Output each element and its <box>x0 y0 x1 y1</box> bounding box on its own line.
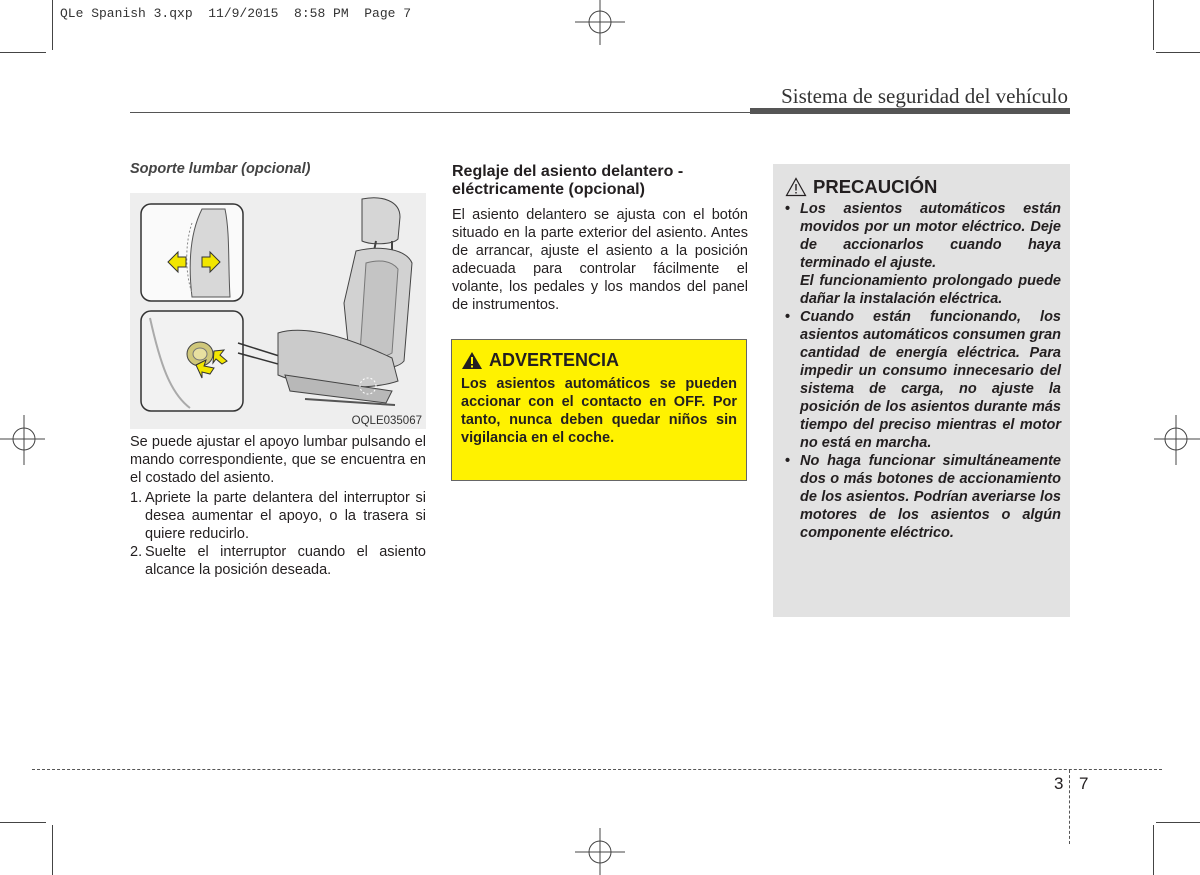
warning-title: ADVERTENCIA <box>489 350 620 370</box>
page-section: 3 <box>1054 774 1064 793</box>
lumbar-paragraph: Se puede ajustar el apoyo lumbar pulsando el mando correspondiente, que se encuentra en el costado del asiento. <box>130 434 426 486</box>
registration-mark-right <box>1154 415 1200 465</box>
lumbar-steps <box>130 489 426 579</box>
lumbar-heading: Soporte lumbar (opcional) <box>130 161 311 177</box>
step-text: Suelte el interruptor cuando el asiento alcance la posición deseada. <box>145 544 426 578</box>
list-item <box>785 200 1061 308</box>
warning-text: Los asientos automáticos se pueden accionar con el contacto en OFF. Por tanto, nunca deben quedar niños sin vigilancia en el coche. <box>461 376 737 446</box>
caution-text: No haga funcionar simultáneamente dos o más botones de accionamiento de los asientos. Podrían averiarse los motores de los asientos o algún componente eléctrico. <box>800 453 1061 541</box>
caution-list <box>785 200 1061 542</box>
list-item <box>130 543 426 579</box>
bullet: • <box>785 309 791 325</box>
header-rule-bold <box>750 108 1070 114</box>
electric-heading: Reglaje del asiento delantero - eléctricamente (opcional) <box>452 163 684 198</box>
list-item <box>130 489 426 543</box>
bullet: • <box>785 201 791 217</box>
caution-text: El funcionamiento prolongado puede dañar la instalación eléctrica. <box>800 273 1061 307</box>
warning-triangle-icon <box>461 351 483 370</box>
caution-triangle-icon <box>785 177 807 197</box>
warning-box <box>451 339 747 481</box>
electric-paragraph: El asiento delantero se ajusta con el botón situado en la parte exterior del asiento. Antes de arrancar, ajuste el asiento a la posición adecuada para controlar fácilmente el volante, los pedales y los mandos del panel de instrumentos. <box>452 207 748 313</box>
bullet: • <box>785 453 791 469</box>
figure-code: OQLE035067 <box>351 415 422 427</box>
warning-title-row <box>461 350 737 371</box>
section-title: Sistema de seguridad del vehículo <box>781 84 1068 108</box>
footer-rule <box>32 769 1162 770</box>
step-text: Apriete la parte delantera del interruptor si desea aumentar el apoyo, o la trasera si quiere reducirlo. <box>145 490 426 542</box>
caution-title: PRECAUCIÓN <box>813 176 938 197</box>
step-number: 2. <box>130 544 143 560</box>
list-item <box>785 452 1061 542</box>
page-number: 7 <box>1079 774 1089 793</box>
registration-mark-left <box>0 415 45 465</box>
caution-text: Cuando están funcionando, los asientos automáticos consumen gran cantidad de energía eléctrica. Para impedir un consumo innecesario del sistema de carga, no ajuste la posición de los asientos durante más tiempo del preciso mientras el motor no está en marcha. <box>800 309 1061 451</box>
seat-illustration <box>130 193 426 429</box>
caution-title-row <box>785 176 1061 198</box>
registration-mark-bottom <box>575 828 625 875</box>
print-slug: QLe Spanish 3.qxp 11/9/2015 8:58 PM Page 7 <box>60 6 412 21</box>
step-number: 1. <box>130 490 143 506</box>
caution-box <box>773 164 1070 617</box>
registration-mark-top <box>575 0 625 50</box>
page-divider <box>1069 770 1070 844</box>
header-rule <box>130 112 750 113</box>
caution-text: Los asientos automáticos están movidos por un motor eléctrico. Deje de accionarlos cuando haya terminado el ajuste. <box>800 201 1061 271</box>
list-item <box>785 308 1061 452</box>
